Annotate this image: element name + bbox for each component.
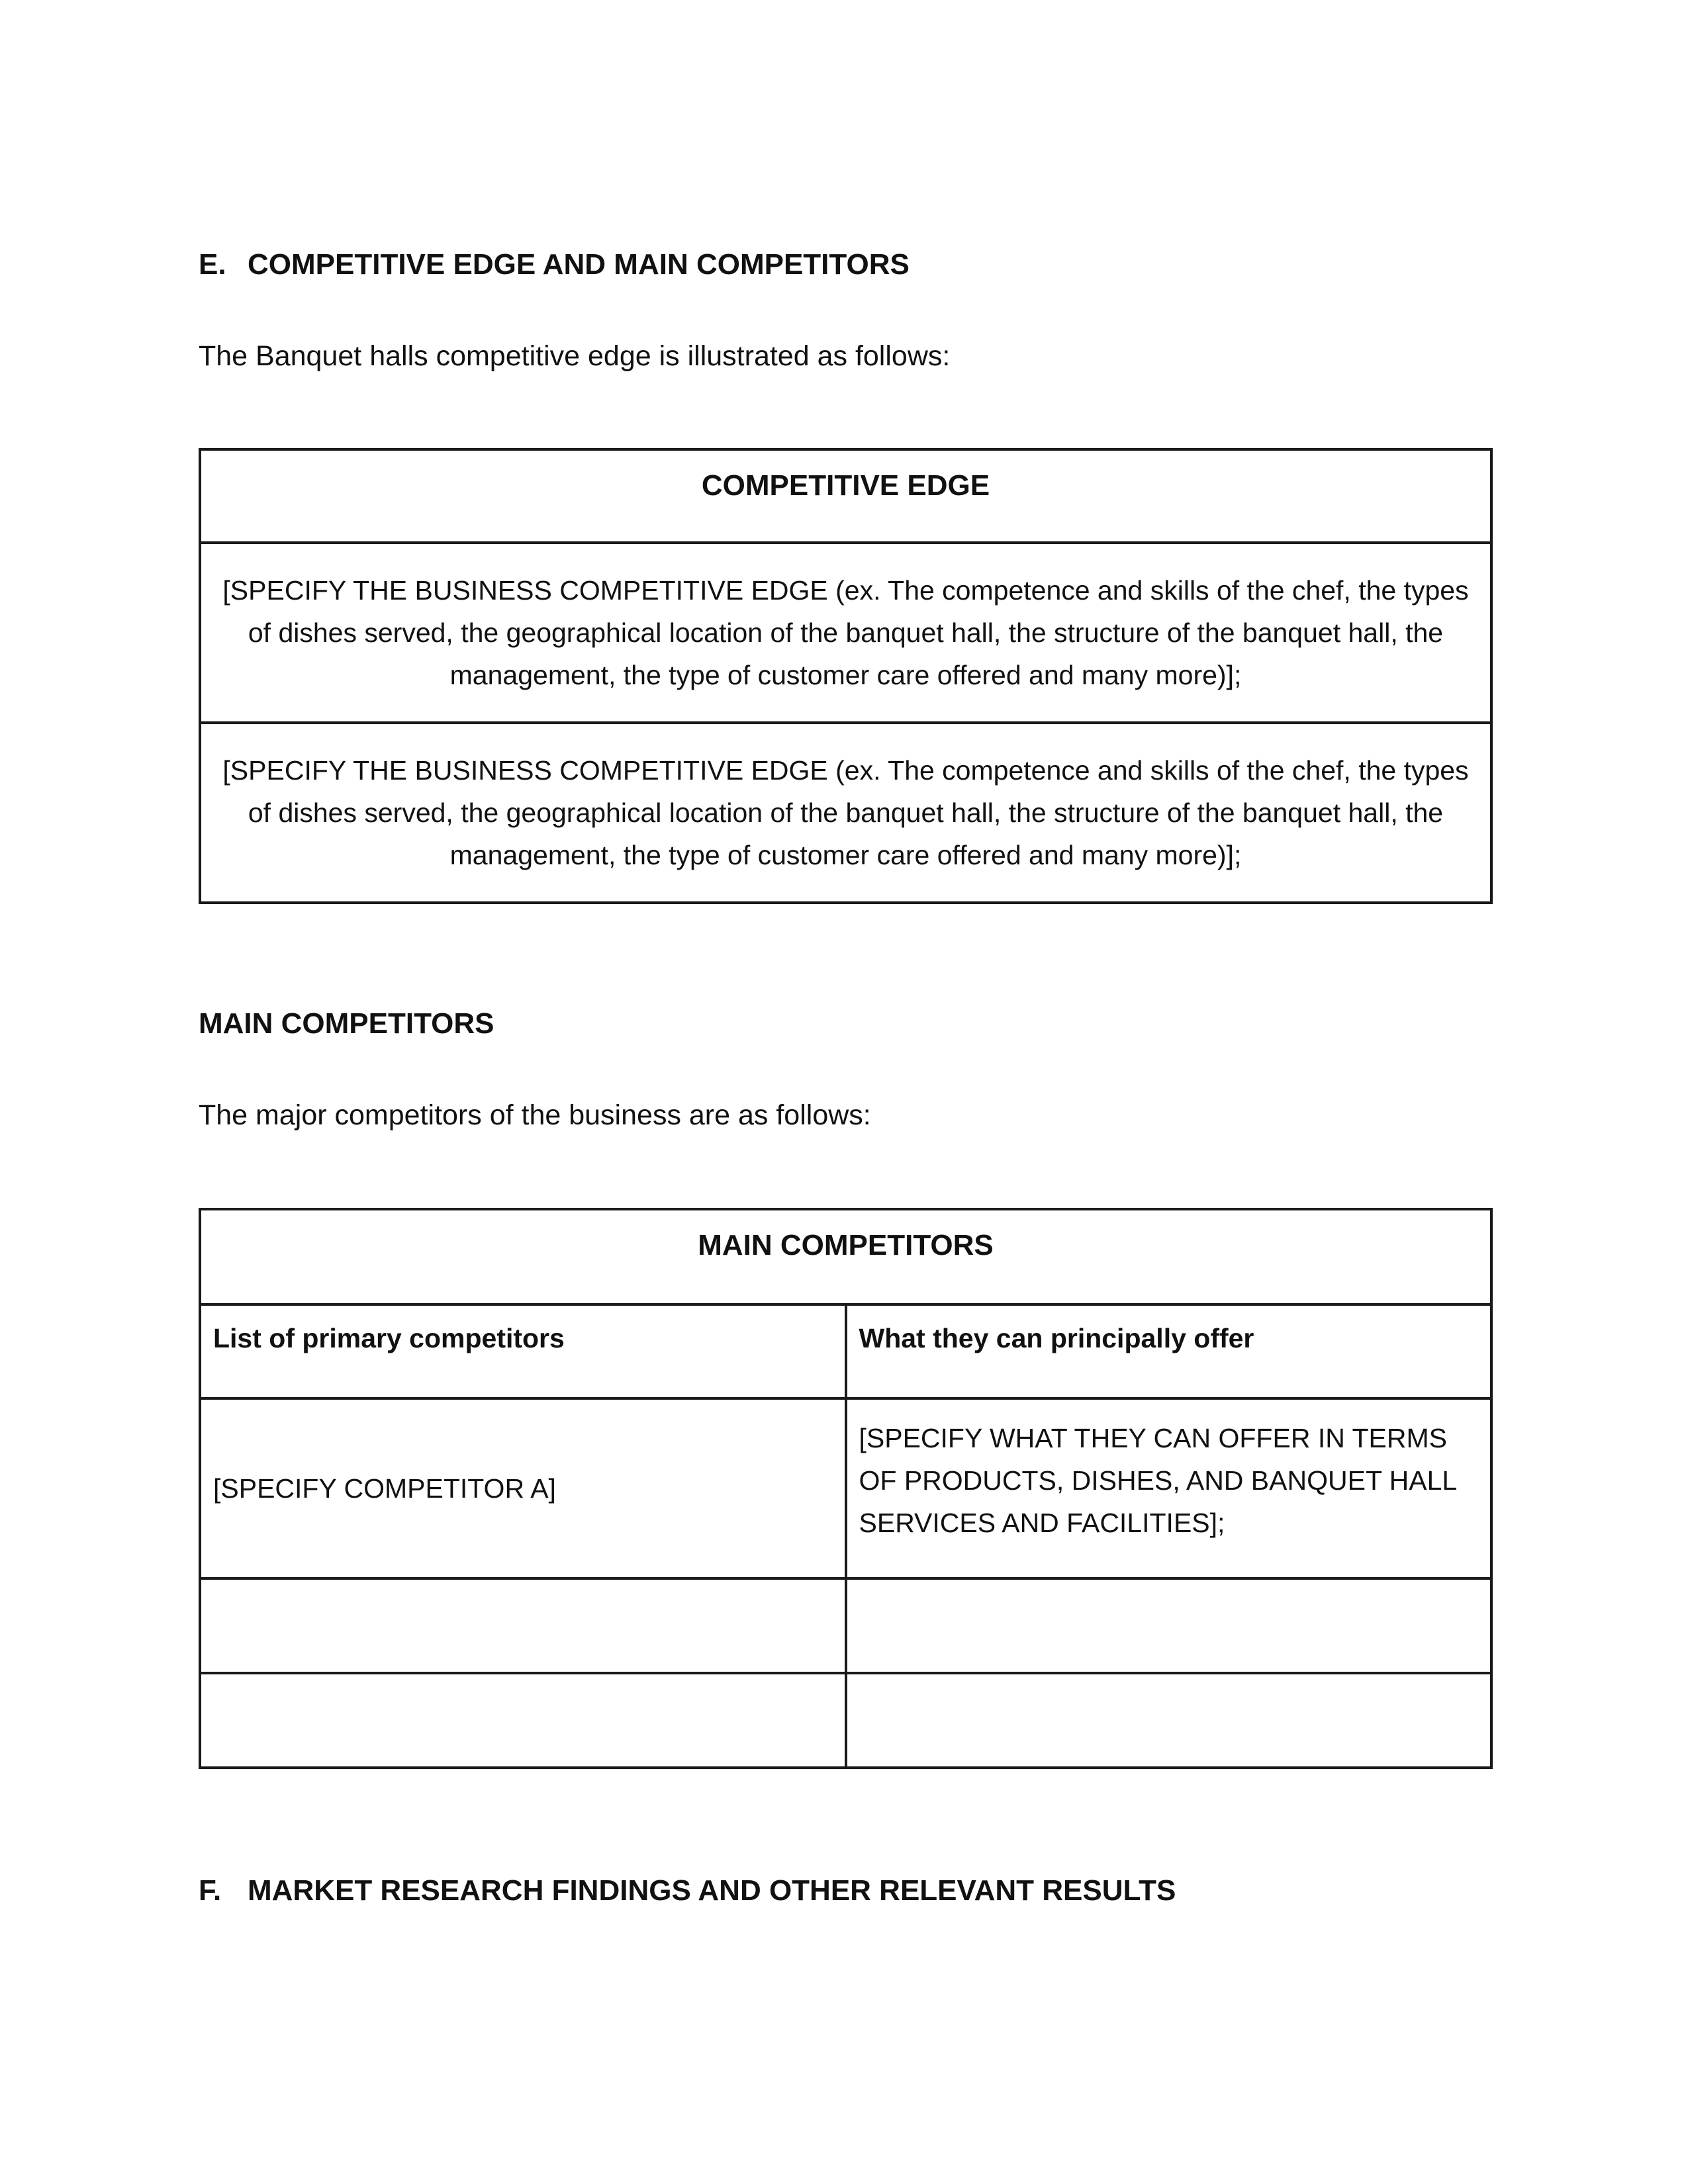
table-row [200, 1304, 1491, 1398]
table-row [200, 449, 1491, 543]
competitor-cell: [SPECIFY COMPETITOR A] [200, 1398, 846, 1578]
main-competitors-heading: MAIN COMPETITORS [199, 1007, 494, 1040]
table-row [200, 543, 1491, 723]
competitive-edge-text: [SPECIFY THE BUSINESS COMPETITIVE EDGE (ex. The competence and skills of the chef, the types of dishes served, the geographical location of the banquet hall, the structure of the banquet hall, the management, the type of customer care offered and many more)]; [222, 755, 1469, 870]
section-e-title: COMPETITIVE EDGE AND MAIN COMPETITORS [248, 248, 910, 281]
table-row [200, 1673, 1491, 1768]
section-e-number: E. [199, 248, 226, 281]
section-e-heading [199, 246, 910, 283]
competitive-edge-cell [200, 543, 1491, 723]
section-f-title: MARKET RESEARCH FINDINGS AND OTHER RELEVANT RESULTS [248, 1874, 1176, 1907]
competitor-cell [200, 1578, 846, 1673]
competitive-edge-text: [SPECIFY THE BUSINESS COMPETITIVE EDGE (ex. The competence and skills of the chef, the types of dishes served, the geographical location of the banquet hall, the structure of the banquet hall, the management, the type of customer care offered and many more)]; [222, 575, 1469, 690]
offer-cell [846, 1673, 1492, 1768]
offer-cell: [SPECIFY WHAT THEY CAN OFFER IN TERMS OF PRODUCTS, DISHES, AND BANQUET HALL SERVICES AND FACILITIES]; [846, 1398, 1492, 1578]
column-header-offer: What they can principally offer [846, 1304, 1492, 1398]
section-f-heading [199, 1872, 1176, 1909]
competitive-edge-table [199, 448, 1493, 904]
main-competitors-table-title: MAIN COMPETITORS [200, 1209, 1491, 1304]
table-row [200, 1398, 1491, 1578]
column-header-competitors: List of primary competitors [200, 1304, 846, 1398]
table-row [200, 1209, 1491, 1304]
section-f-number: F. [199, 1874, 222, 1907]
table-row [200, 723, 1491, 903]
competitor-cell [200, 1673, 846, 1768]
competitive-edge-cell [200, 723, 1491, 903]
offer-cell [846, 1578, 1492, 1673]
competitive-edge-intro: The Banquet halls competitive edge is illustrated as follows: [199, 340, 951, 372]
competitive-edge-table-title: COMPETITIVE EDGE [200, 449, 1491, 543]
main-competitors-intro: The major competitors of the business are as follows: [199, 1099, 871, 1131]
table-row [200, 1578, 1491, 1673]
main-competitors-table [199, 1208, 1493, 1769]
